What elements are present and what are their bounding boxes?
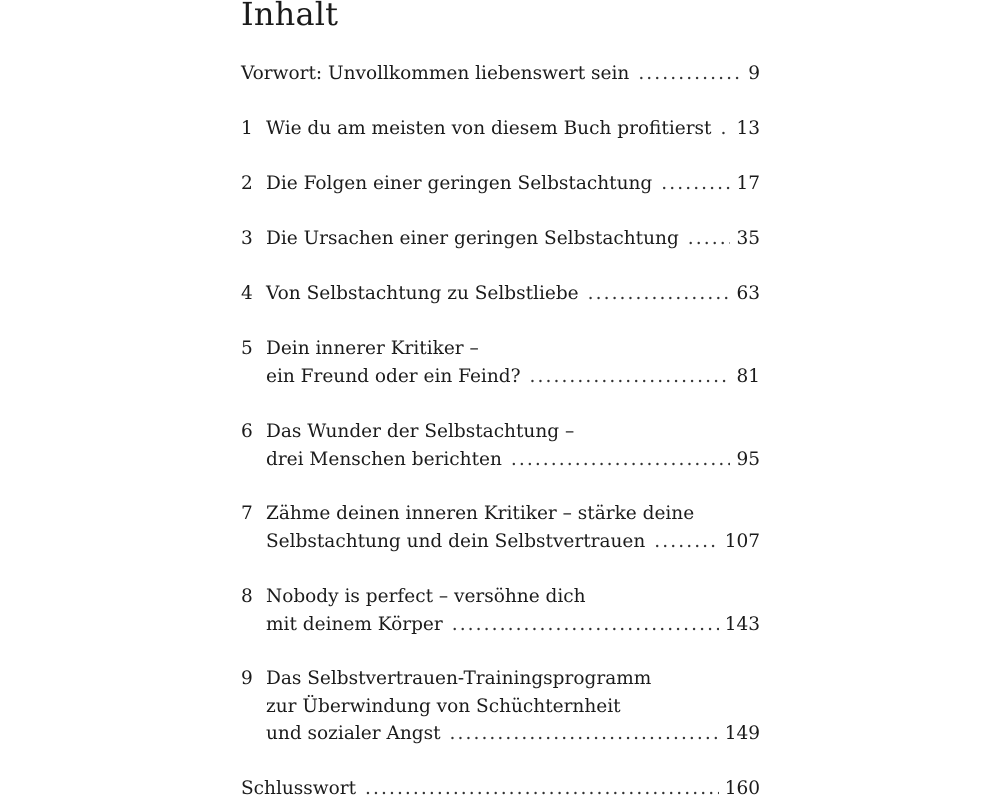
toc-line: [241, 363, 760, 391]
toc-line: [241, 60, 760, 88]
dot-leader: [511, 446, 731, 474]
dot-leader: [450, 720, 719, 748]
dot-leader: [530, 363, 731, 391]
toc-entry-chapter-5: [241, 335, 760, 390]
toc-line: [241, 500, 760, 528]
toc-entry-chapter-3: [241, 225, 760, 253]
toc-entry-title-continued: drei Menschen berichten: [266, 448, 502, 470]
dot-leader: [452, 611, 719, 639]
toc-line: [241, 665, 760, 693]
toc-entry-title: Schlusswort: [241, 778, 357, 799]
toc-line: [241, 418, 760, 446]
toc-page-number: 17: [736, 173, 760, 194]
toc-page-number: 13: [736, 118, 760, 139]
toc-line: [241, 170, 760, 198]
toc-entry-chapter-2: [241, 170, 760, 198]
toc-line: [241, 528, 760, 556]
chapter-number: 8: [241, 586, 253, 607]
toc-line: [241, 775, 760, 800]
toc-line: [241, 280, 760, 308]
toc-line: [241, 720, 760, 748]
toc-entry-title: Von Selbstachtung zu Selbstliebe: [266, 283, 579, 304]
toc-entry-title-continued: ein Freund oder ein Feind?: [266, 365, 521, 387]
dot-leader: [588, 280, 731, 308]
chapter-number: 1: [241, 118, 253, 139]
toc-entry-vorwort: [241, 60, 760, 88]
dot-leader: [638, 60, 742, 88]
toc-title: Inhalt: [241, 0, 339, 33]
dot-leader: [688, 225, 731, 253]
toc-entry-chapter-8: [241, 583, 760, 638]
toc-entry-title: Nobody is perfect – versöhne dich: [266, 586, 586, 607]
toc-page-number: 63: [736, 283, 760, 304]
toc-page-number: 107: [724, 530, 760, 552]
toc-page-number: 9: [748, 63, 760, 84]
chapter-number: 9: [241, 668, 253, 689]
toc-entry-title: Wie du am meisten von diesem Buch profitierst: [266, 118, 712, 139]
chapter-number: 6: [241, 421, 253, 442]
toc-entry-title-continued: Selbstachtung und dein Selbstvertrauen: [266, 530, 646, 552]
toc-page-number: 149: [724, 723, 760, 744]
toc-page-number: 81: [736, 365, 760, 387]
chapter-number: 7: [241, 503, 253, 524]
chapter-number: 2: [241, 173, 253, 194]
toc-line: [241, 693, 760, 721]
toc-entry-chapter-4: [241, 280, 760, 308]
toc-entry-chapter-7: [241, 500, 760, 555]
chapter-number: 5: [241, 338, 253, 359]
toc-entry-title: Vorwort: Unvollkommen liebenswert sein: [241, 63, 630, 84]
toc-page-number: 160: [724, 778, 760, 799]
toc-entry-schlusswort: [241, 775, 760, 800]
chapter-number: 3: [241, 228, 253, 249]
toc-entry-chapter-1: [241, 115, 760, 143]
toc-entry-chapter-6: [241, 418, 760, 473]
toc-entry-title: Die Folgen einer geringen Selbstachtung: [266, 173, 653, 194]
toc-line: [241, 446, 760, 474]
toc-line: [241, 115, 760, 143]
toc-entry-chapter-9: [241, 665, 760, 748]
toc-entry-title: Die Ursachen einer geringen Selbstachtung: [266, 228, 679, 249]
toc-entry-title-continued: zur Überwindung von Schüchternheit: [266, 695, 621, 717]
toc-page-number: 143: [724, 613, 760, 635]
toc-line: [241, 611, 760, 639]
toc-entry-title: Zähme deinen inneren Kritiker – stärke deine: [266, 503, 695, 524]
dot-leader: [654, 528, 718, 556]
chapter-number: 4: [241, 283, 253, 304]
toc-line: [241, 225, 760, 253]
toc-entry-title: Das Selbstvertrauen-Trainingsprogramm: [266, 668, 652, 689]
dot-leader: [661, 170, 730, 198]
toc-page-number: 95: [736, 448, 760, 470]
toc-entry-title: Das Wunder der Selbstachtung –: [266, 421, 575, 442]
dot-leader: [365, 775, 719, 800]
toc-entry-title-continued: mit deinem Körper: [266, 613, 443, 635]
toc-entry-title-continued: und sozialer Angst: [266, 723, 441, 744]
toc-line: [241, 335, 760, 363]
toc-page-number: 35: [736, 228, 760, 249]
toc-entry-title: Dein innerer Kritiker –: [266, 338, 479, 359]
dot-leader: [720, 115, 730, 143]
toc-line: [241, 583, 760, 611]
